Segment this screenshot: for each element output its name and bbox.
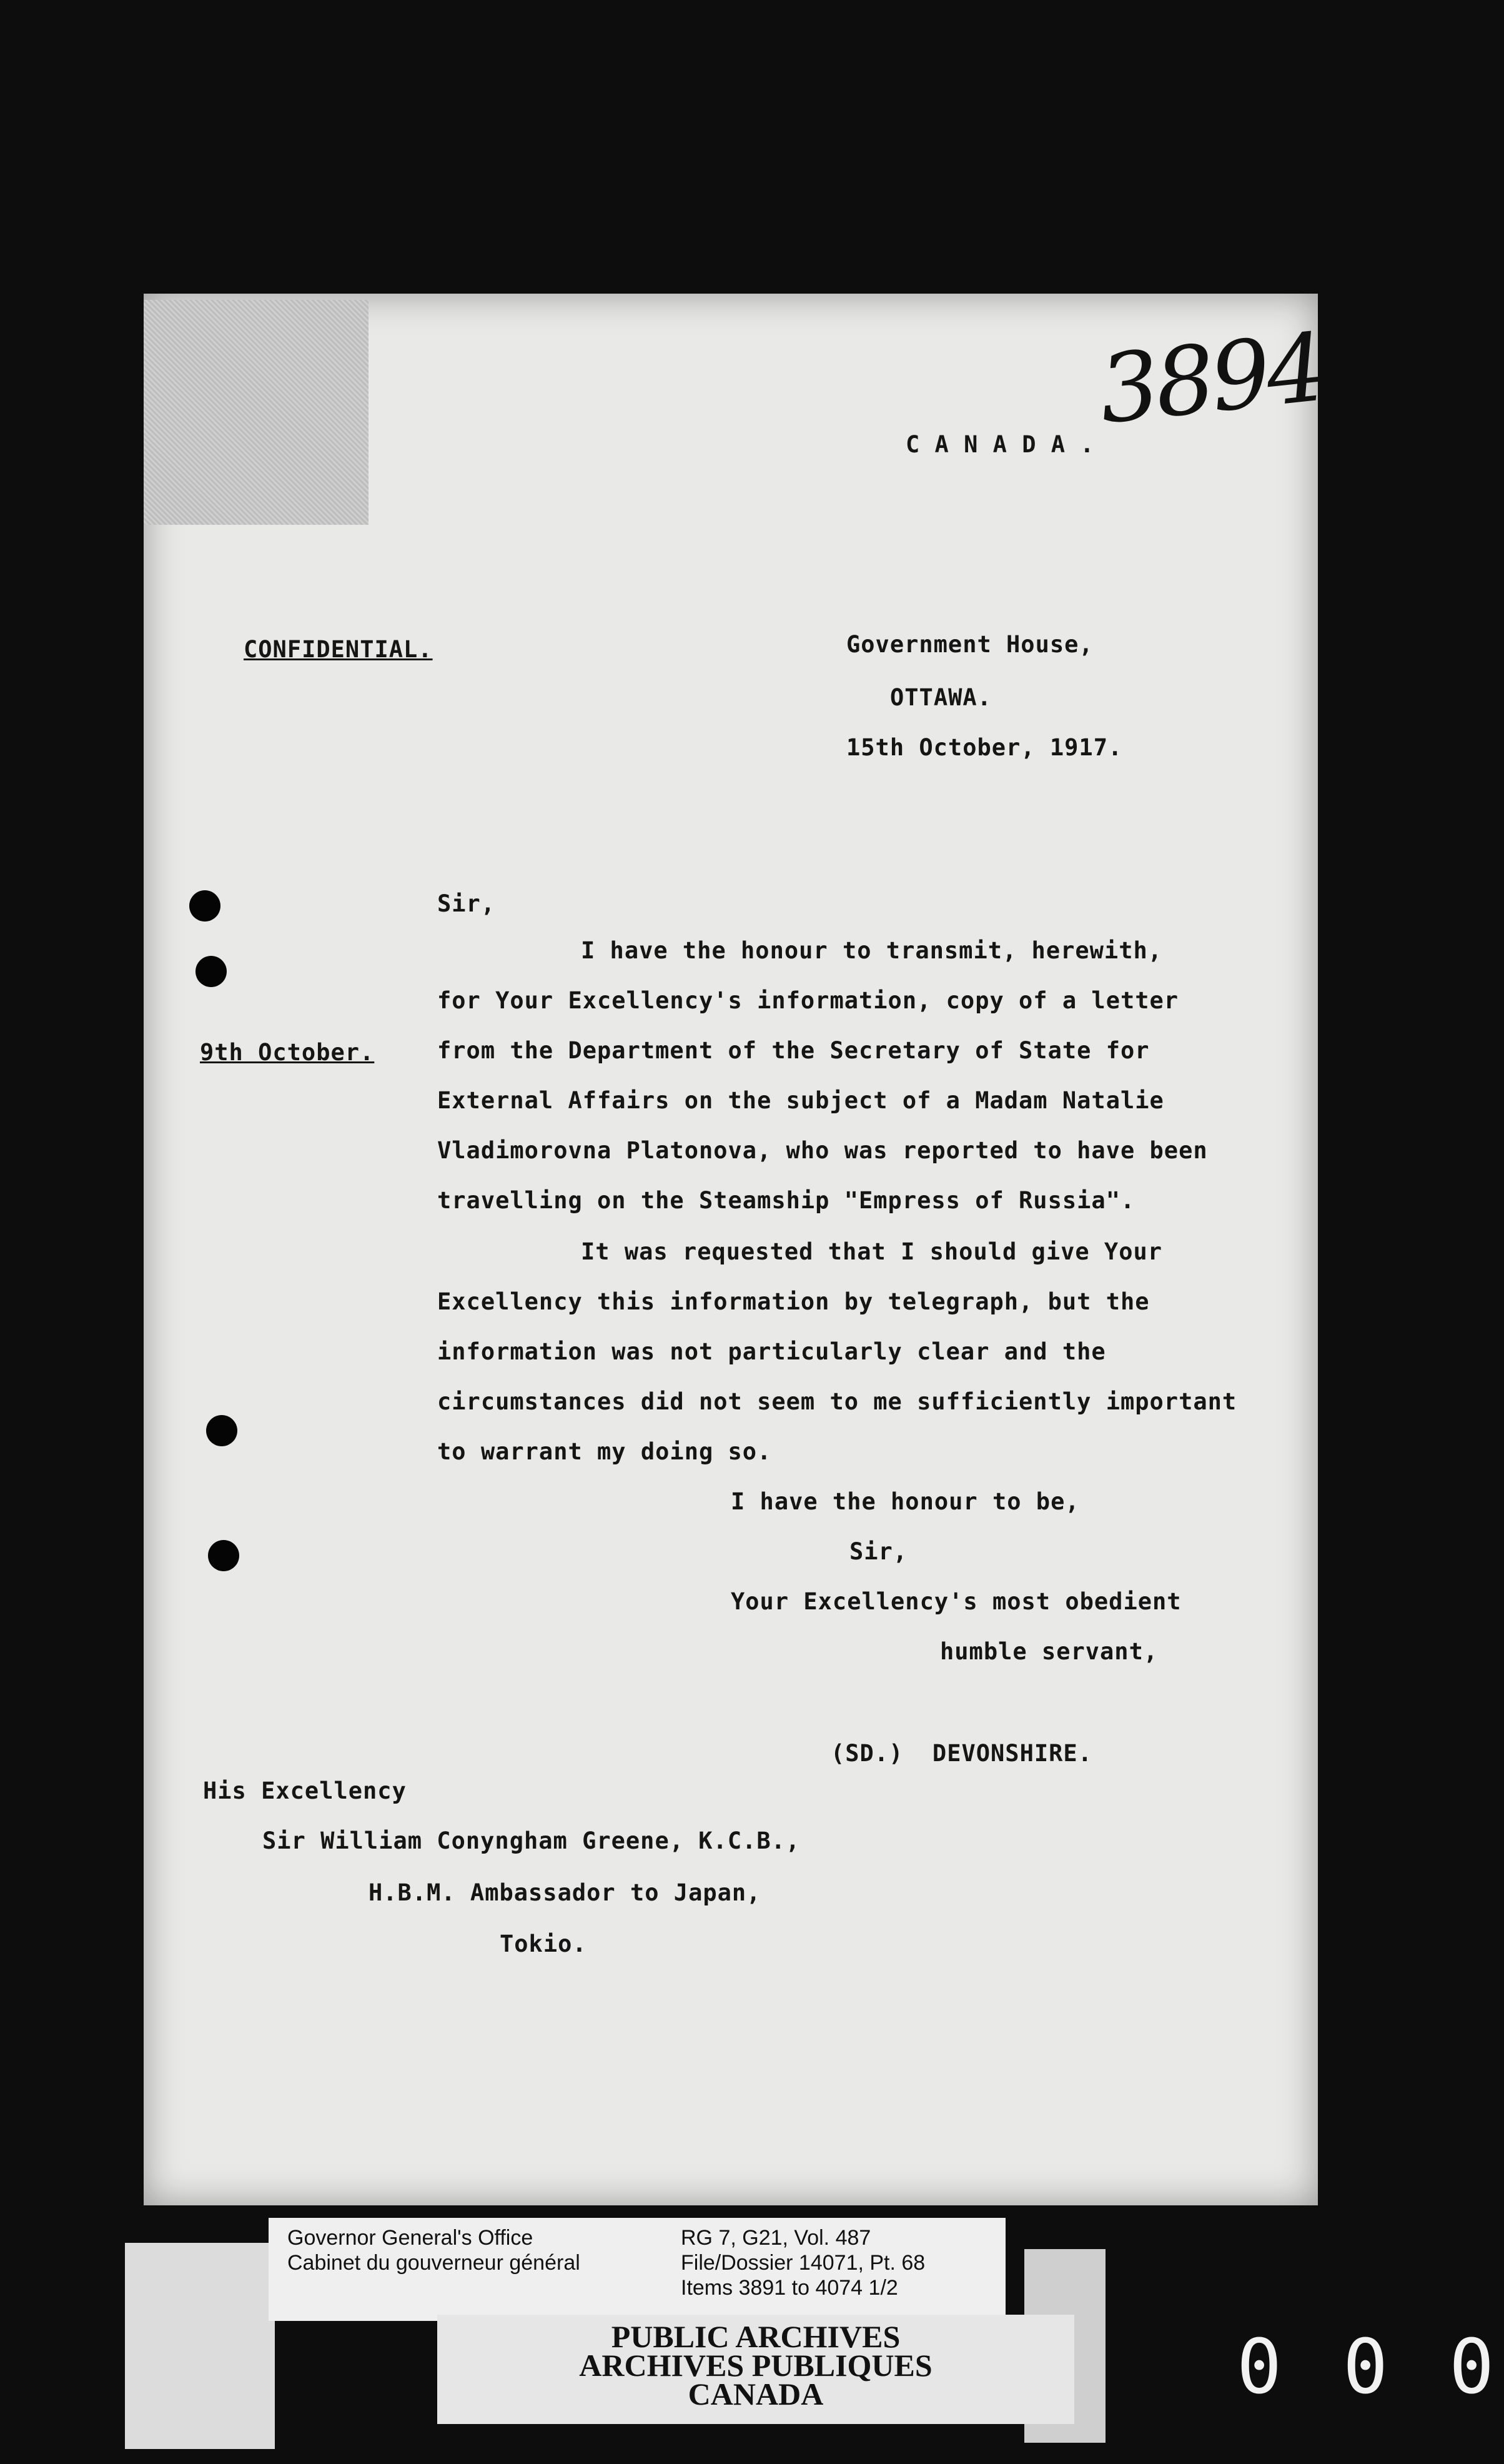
body-line: Vladimorovna Platonova, who was reported to have been	[437, 1137, 1208, 1164]
address-line-1: Government House,	[846, 631, 1094, 658]
frame-digit: 0	[1343, 2324, 1388, 2411]
closing-line: Sir,	[849, 1538, 908, 1565]
archive-label	[269, 2218, 1006, 2321]
body-line: from the Department of the Secretary of State for	[437, 1037, 1150, 1064]
punch-hole	[189, 890, 220, 922]
stamp-line: ARCHIVES PUBLIQUES	[579, 2348, 933, 2383]
country-heading: C A N A D A .	[906, 431, 1095, 458]
recipient-line: H.B.M. Ambassador to Japan,	[369, 1879, 761, 1906]
item-range: Items 3891 to 4074 1/2	[681, 2276, 898, 2300]
margin-note: 9th October.	[200, 1039, 375, 1066]
frame-digit: 0	[1237, 2324, 1282, 2411]
archives-stamp	[437, 2315, 1074, 2424]
recipient-line: Tokio.	[500, 1930, 587, 1957]
address-line-2: OTTAWA.	[890, 684, 992, 711]
signature: (SD.) DEVONSHIRE.	[831, 1740, 1092, 1767]
punch-hole	[206, 1415, 237, 1446]
office-english: Governor General's Office	[287, 2226, 533, 2250]
archive-number: 3894	[1094, 313, 1328, 445]
closing-line: humble servant,	[940, 1638, 1159, 1665]
classification: CONFIDENTIAL.	[244, 636, 433, 663]
punch-hole	[208, 1540, 239, 1571]
stamp-line: PUBLIC ARCHIVES	[611, 2319, 901, 2354]
frame-digit: 0	[1449, 2324, 1495, 2411]
salutation: Sir,	[437, 890, 496, 917]
body-line: External Affairs on the subject of a Madam Natalie	[437, 1087, 1164, 1114]
letter-date: 15th October, 1917.	[846, 734, 1123, 761]
recipient-line: His Excellency	[203, 1777, 407, 1804]
record-group: RG 7, G21, Vol. 487	[681, 2226, 871, 2250]
closing-line: Your Excellency's most obedient	[731, 1588, 1182, 1615]
body-line: circumstances did not seem to me sufficiently important	[437, 1388, 1237, 1415]
body-line: to warrant my doing so.	[437, 1438, 772, 1465]
office-french: Cabinet du gouverneur général	[287, 2251, 580, 2275]
body-line: for Your Excellency's information, copy of a letter	[437, 987, 1179, 1014]
recipient-line: Sir William Conyngham Greene, K.C.B.,	[262, 1827, 801, 1854]
stamp-line: CANADA	[688, 2377, 824, 2412]
closing-line: I have the honour to be,	[731, 1488, 1080, 1515]
body-line: I have the honour to transmit, herewith,	[581, 937, 1163, 964]
page-corner-shading	[144, 300, 369, 525]
punch-hole	[195, 956, 227, 987]
card-stub	[125, 2243, 275, 2449]
body-line: It was requested that I should give Your	[581, 1238, 1163, 1265]
body-line: Excellency this information by telegraph, but the	[437, 1288, 1150, 1315]
body-line: travelling on the Steamship "Empress of Russia".	[437, 1187, 1135, 1214]
file-number: File/Dossier 14071, Pt. 68	[681, 2251, 926, 2275]
body-line: information was not particularly clear and the	[437, 1338, 1106, 1365]
